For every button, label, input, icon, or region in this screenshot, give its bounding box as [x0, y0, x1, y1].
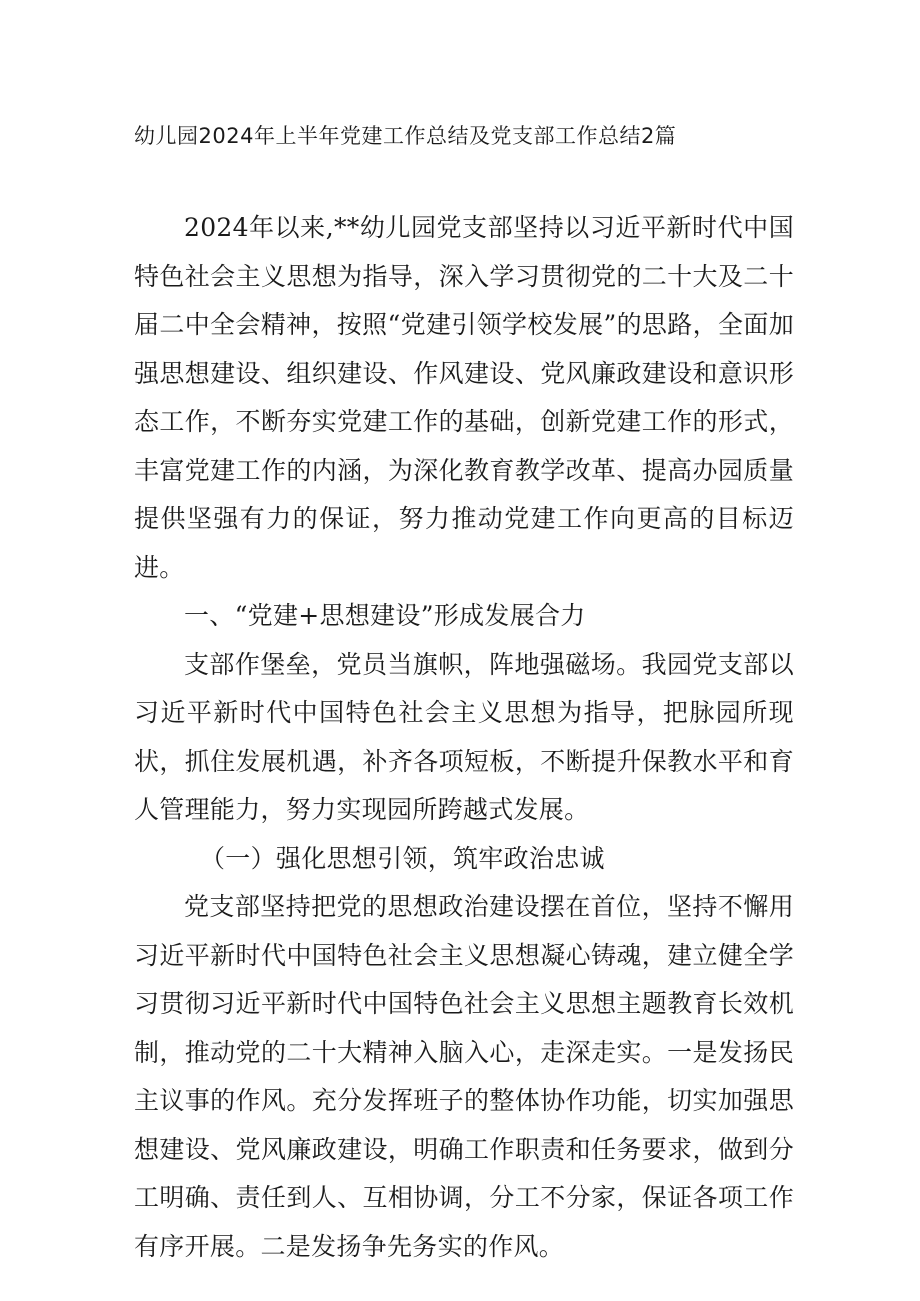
document-body — [134, 204, 794, 1271]
subsection-heading-1: （一）强化思想引领，筑牢政治忠诚 — [200, 843, 605, 873]
section-heading-1: 一、“党建+思想建设”形成发展合力 — [184, 601, 586, 630]
paragraph-subsection-1: 党支部坚持把党的思想政治建设摆在首位，坚持不懈用习近平新时代中国特色社会主义思想凝心铸魂，建立健全学习贯彻习近平新时代中国特色社会主义思想主题教育长效机制，推动党的二十大精神入脑入心，走深走实。一是发扬民主议事的作风。充分发挥班子的整体协作功能，切实加强思想建设、党风廉政建设，明确工作职责和任务要求，做到分工明确、责任到人、互相协调，分工不分家，保证各项工作有序开展。二是发扬争先务实的作风。 — [134, 892, 794, 1261]
paragraph-section-1: 支部作堡垒，党员当旗帜，阵地强磁场。我园党支部以习近平新时代中国特色社会主义思想为指导，把脉园所现状，抓住发展机遇，补齐各项短板，不断提升保教水平和育人管理能力，努力实现园所跨越式发展。 — [134, 649, 794, 824]
document-title: 幼儿园2024年上半年党建工作总结及党支部工作总结2篇 — [134, 124, 677, 148]
paragraph-intro: 2024年以来,**幼儿园党支部坚持以习近平新时代中国特色社会主义思想为指导，深入学习贯彻党的二十大及二十届二中全会精神，按照“党建引领学校发展”的思路，全面加强思想建设、组织建设、作风建设、党风廉政建设和意识形态工作，不断夯实党建工作的基础，创新党建工作的形式，丰富党建工作的内涵，为深化教育教学改革、提高办园质量提供坚强有力的保证，努力推动党建工作向更高的目标迈进。 — [134, 213, 794, 582]
